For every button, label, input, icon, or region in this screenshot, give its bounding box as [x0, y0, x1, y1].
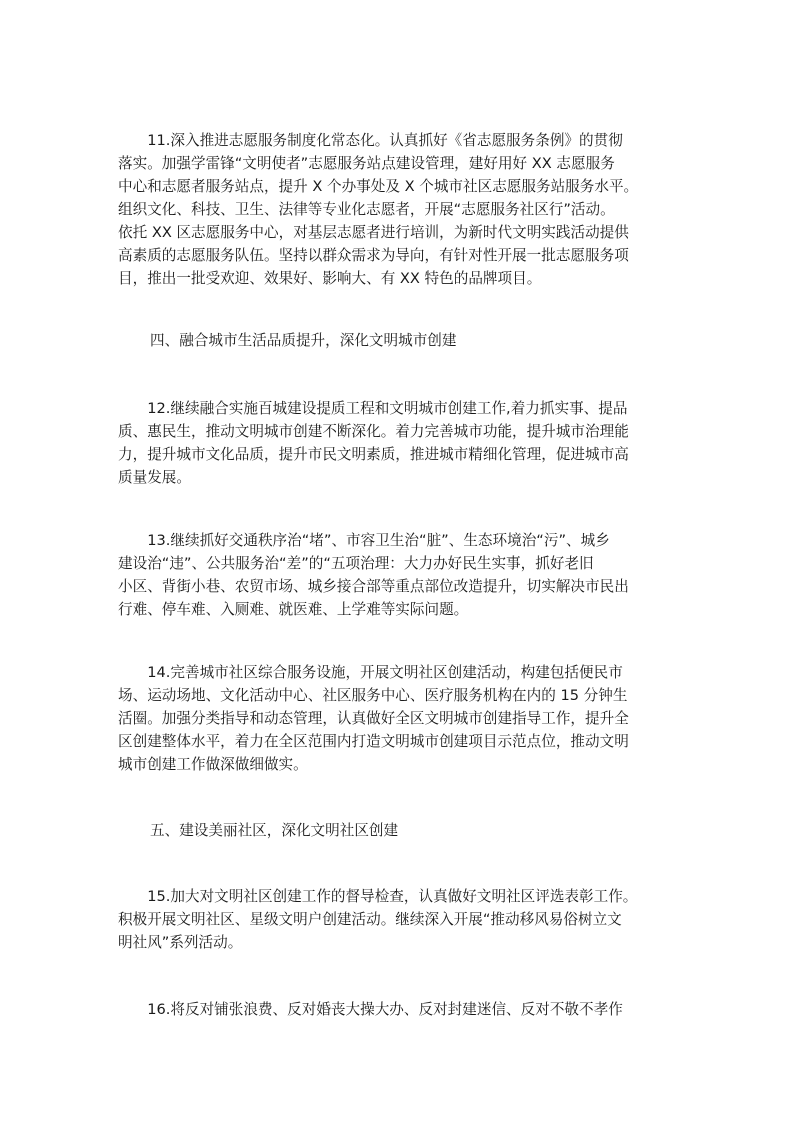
text-line: 小区、背街小巷、农贸市场、城乡接合部等重点部位改造提升，切实解决市民出 — [118, 578, 629, 595]
text-line: 14.完善城市社区综合服务设施，开展文明社区创建活动，构建包括便民市 — [118, 664, 623, 681]
text-line: 12.继续融合实施百城建设提质工程和文明城市创建工作,着力抓实事、提品 — [118, 400, 628, 417]
section-heading-5: 五、建设美丽社区，深化文明社区创建 — [150, 822, 399, 839]
text-line: 依托 XX 区志愿服务中心，对基层志愿者进行培训，为新时代文明实践活动提供 — [118, 224, 629, 241]
section-heading-4: 四、融合城市生活品质提升，深化文明城市创建 — [150, 332, 457, 349]
text-line: 11.深入推进志愿服务制度化常态化。认真抓好《省志愿服务条例》的贯彻 — [118, 132, 623, 149]
text-line: 中心和志愿者服务站点，提升 X 个办事处及 X 个城市社区志愿服务站服务水平。 — [118, 178, 639, 195]
text-line: 积极开展文明社区、星级文明户创建活动。继续深入开展“推动移风易俗树立文 — [118, 911, 622, 928]
text-line: 力，提升城市文化品质，提升市民文明素质，推进城市精细化管理，促进城市高 — [118, 446, 629, 463]
paragraph-12 — [118, 397, 680, 489]
text-line: 城市创建工作做深做细做实。 — [118, 756, 308, 773]
text-line: 16.将反对铺张浪费、反对婚丧大操大办、反对封建迷信、反对不敬不孝作 — [118, 1001, 623, 1018]
text-line: 组织文化、科技、卫生、法律等专业化志愿者，开展“志愿服务社区行”活动。 — [118, 201, 615, 218]
paragraph-15 — [118, 885, 680, 954]
text-line: 质量发展。 — [118, 469, 191, 486]
paragraph-14 — [118, 661, 680, 776]
text-line: 场、运动场地、文化活动中心、社区服务中心、医疗服务机构在内的 15 分钟生 — [118, 687, 628, 704]
text-line: 15.加大对文明社区创建工作的督导检查，认真做好文明社区评选表彰工作。 — [118, 888, 638, 905]
text-line: 质、惠民生，推动文明城市创建不断深化。着力完善城市功能，提升城市治理能 — [118, 423, 629, 440]
text-line: 13.继续抓好交通秩序治“堵”、市容卫生治“脏”、生态环境治“污”、城乡 — [118, 532, 610, 549]
paragraph-11 — [118, 129, 680, 290]
text-line: 明社风”系列活动。 — [118, 934, 243, 951]
text-line: 高素质的志愿服务队伍。坚持以群众需求为导向，有针对性开展一批志愿服务项 — [118, 247, 629, 264]
paragraph-16 — [118, 998, 680, 1021]
text-line: 行难、停车难、入厕难、就医难、上学难等实际问题。 — [118, 601, 469, 618]
text-line: 活圈。加强分类指导和动态管理，认真做好全区文明城市创建指导工作，提升全 — [118, 710, 629, 727]
paragraph-13 — [118, 529, 680, 621]
text-line: 落实。加强学雷锋“文明使者”志愿服务站点建设管理，建好用好 XX 志愿服务 — [118, 155, 615, 172]
text-line: 区创建整体水平，着力在全区范围内打造文明城市创建项目示范点位，推动文明 — [118, 733, 629, 750]
text-line: 建设治“违”、公共服务治“差”的“五项治理：大力办好民生实事，抓好老旧 — [118, 555, 594, 572]
text-line: 目，推出一批受欢迎、效果好、影响大、有 XX 特色的品牌项目。 — [118, 270, 542, 287]
